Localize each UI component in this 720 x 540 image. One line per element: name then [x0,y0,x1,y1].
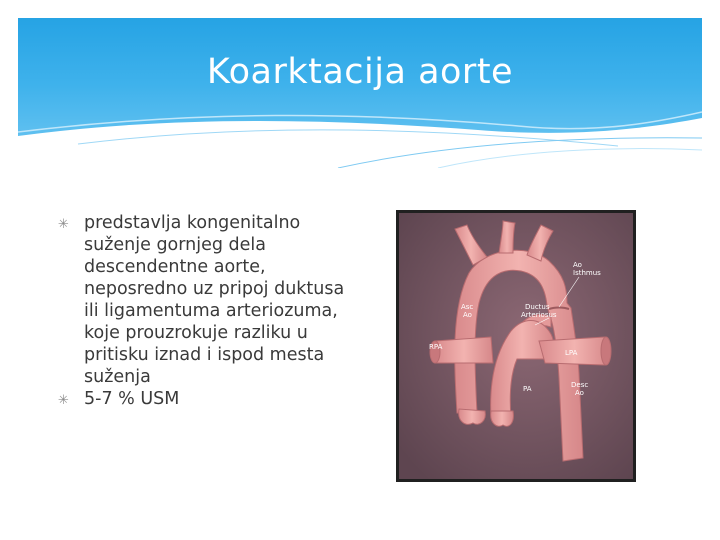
aorta-illustration [396,210,636,482]
label-pa: PA [523,385,532,393]
aortic-root [459,409,486,424]
label-rpa: RPA [429,343,443,351]
label-desc-ao-1: Desc [571,381,589,389]
label-ductus-1: Ductus [525,303,550,311]
bullet-list [58,212,358,410]
banner-wave-decoration [18,18,702,168]
label-asc-ao-2: Ao [463,311,472,319]
lpa-opening [601,337,611,365]
asterisk-bullet-icon: ✳ [58,393,69,408]
bullet-item [58,212,358,388]
label-lpa: LPA [565,349,578,357]
label-desc-ao-2: Ao [575,389,584,397]
bullet-text: 5-7 % USM [84,389,180,409]
title-banner [18,18,702,168]
pulmonary-root [491,411,514,426]
right-pulmonary-artery-shape [435,337,493,363]
bullet-text: predstavlja kongenitalno suženje gornjeg dela descendentne aorte, neposredno uz pripoj duktusa ili ligamentuma arteriozuma, koje prouzrokuje razliku u pritisku iznad i ispod mesta suženja [84,213,345,387]
bullet-item [58,388,358,410]
slide-title: Koarktacija aorte [206,52,514,92]
label-ao-isthmus-1: Ao [573,261,582,269]
asterisk-bullet-icon: ✳ [58,217,69,232]
label-ao-isthmus-2: Isthmus [573,269,601,277]
aorta-diagram [399,213,633,479]
label-asc-ao-1: Asc [461,303,474,311]
label-ductus-2: Arteriosus [521,311,557,319]
